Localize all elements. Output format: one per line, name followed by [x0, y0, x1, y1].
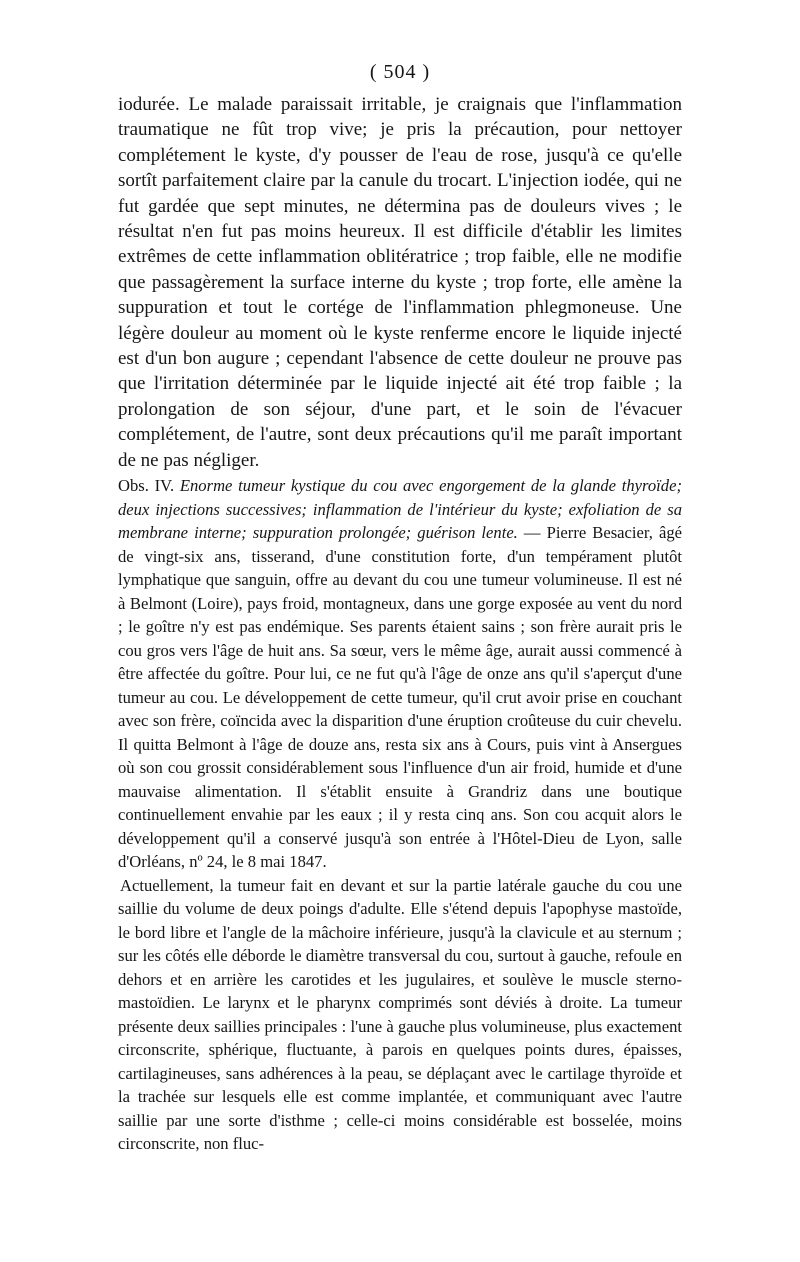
observation-title: Enorme tumeur kystique du cou avec engorgement de la glande thyroïde; deux injections successives; inflammation de l'intérieur du kyste; exfoliation de sa membrane interne; suppuration prolongée; guérison lente.	[118, 476, 682, 543]
page-number: ( 504 )	[369, 61, 431, 83]
paragraph-current-state: Actuellement, la tumeur fait en devant et sur la partie latérale gauche du cou une saillie du volume de deux poings d'adulte. Elle s'étend depuis l'apophyse mastoïde, le bord libre et l'angle de la mâchoire inférieure, jusqu'à la clavicule et au sternum ; sur les côtés elle déborde le diamètre transversal du cou, surtout à gauche, refoule en dehors et en arrière les carotides et les jugulaires, et soulève le muscle sterno-mastoïdien. Le larynx et le pharynx comprimés sont déviés à droite. La tumeur présente deux saillies principales : l'une à gauche plus volumineuse, plus exactement circonscrite, sphérique, fluctuante, à parois en quelques points dures, épaisses, cartilagineuses, sans adhérences à la peau, se déplaçant avec le cartilage thyroïde et la trachée sur lesquels elle est comme implantée, et communiquant avec l'autre saillie par une sorte d'isthme ; celle-ci moins considérable est bosselée, moins circonscrite, non fluc-	[118, 875, 682, 1154]
observation-body: — Pierre Besacier, âgé de vingt-six ans, tisserand, d'une constitution forte, d'un tempérament plutôt lymphatique que sanguin, offre au devant du cou une tumeur volumineuse. Il est né à Belmont (Loire), pays froid, montagneux, dans une gorge exposée au vent du nord ; le goître n'y est pas endémique. Ses parents étaient sains ; son frère aurait pris le cou gros vers l'âge de huit ans. Sa sœur, vers le même âge, aurait aussi commencé à être affectée du goître. Pour lui, ce ne fut qu'à l'âge de onze ans qu'il s'aperçut d'une tumeur au cou. Le développement de cette tumeur, qu'il crut avoir prise en couchant avec son frère, coïncida avec la disparition d'une éruption croûteuse du cuir chevelu. Il quitta Belmont à l'âge de douze ans, resta six ans à Cours, puis vint à Ansergues où son cou grossit considérablement sous l'influence d'un air froid, humide et d'une mauvaise alimentation. Il s'établit ensuite à Grandriz dans une boutique continuellement envahie par les eaux ; il y resta cinq ans. Son cou acquit alors le développement qu'il a conservé jusqu'à son entrée à l'Hôtel-Dieu de Lyon, salle d'Orléans, nº 24, le 8 mai 1847.	[118, 523, 682, 872]
paragraph-observation-iv	[118, 474, 682, 874]
document-page	[118, 58, 682, 1156]
observation-label: Obs. IV.	[118, 476, 175, 496]
paragraph-continuation: iodurée. Le malade paraissait irritable, je craignais que l'inflammation traumatique ne fût trop vive; je pris la précaution, pour nettoyer complétement le kyste, d'y pousser de l'eau de rose, jusqu'à ce qu'elle sortît parfaitement claire par la canule du trocart. L'injection iodée, qui ne fut gardée que sept minutes, ne détermina pas de douleurs vives ; le résultat n'en fut pas moins heureux. Il est difficile d'établir les limites extrêmes de cette inflammation oblitératrice ; trop faible, elle ne modifie que passagèrement la surface interne du kyste ; trop forte, elle amène la suppuration et tout le cortége de l'inflammation phlegmoneuse. Une légère douleur au moment où le kyste renferme encore le liquide injecté est d'un bon augure ; cependant l'absence de cette douleur ne prouve pas que l'irritation déterminée par le liquide injecté ait été trop faible ; la prolongation de son séjour, d'une part, et le soin de l'évacuer complétement, de l'autre, sont deux précautions qu'il me paraît important de ne pas négliger.	[118, 94, 682, 471]
